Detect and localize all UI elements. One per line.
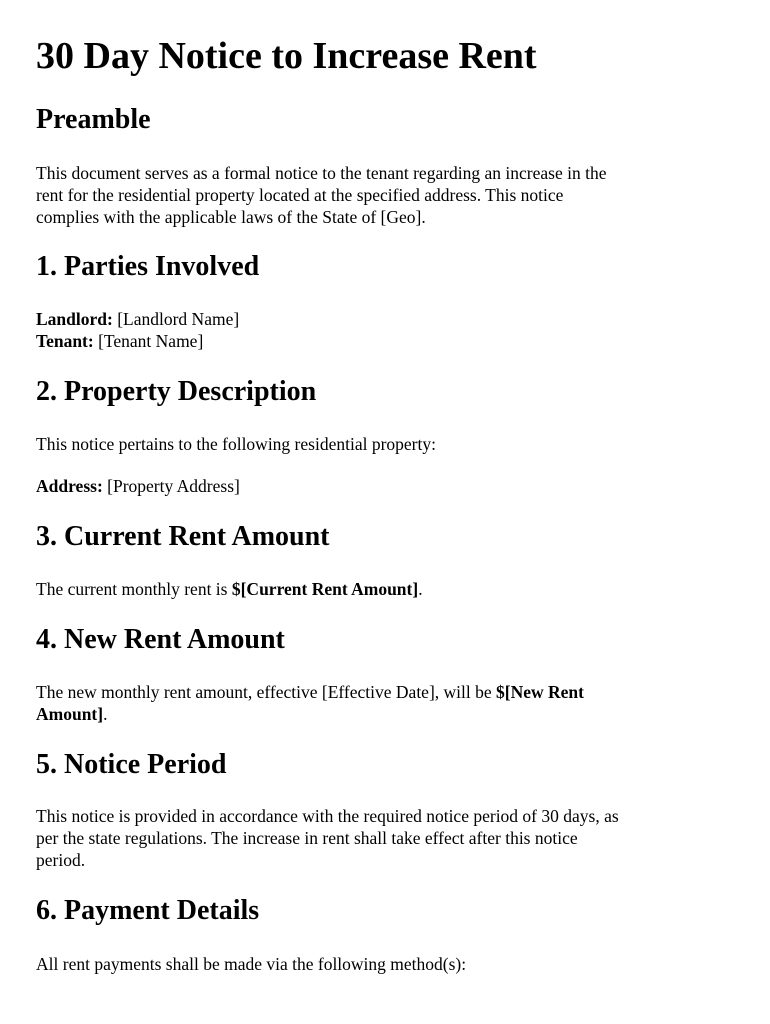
new-rent-amount-part-2: Amount] bbox=[36, 704, 104, 724]
tenant-value: [Tenant Name] bbox=[98, 331, 204, 351]
new-rent-text-before: The new monthly rent amount, effective [Effective Date], will be bbox=[36, 682, 497, 702]
address-value: [Property Address] bbox=[107, 476, 240, 496]
notice-period-line-2: per the state regulations. The increase in rent shall take effect after this notice bbox=[36, 828, 578, 848]
landlord-label: Landlord: bbox=[36, 309, 113, 329]
new-rent-text-after: . bbox=[103, 704, 108, 724]
new-rent-heading: 4. New Rent Amount bbox=[36, 624, 285, 655]
new-rent-line-2 bbox=[36, 703, 736, 725]
new-rent-amount-part-1: $[New Rent bbox=[496, 682, 584, 702]
current-rent-text-after: . bbox=[418, 579, 423, 599]
landlord-line bbox=[36, 308, 736, 330]
preamble-text bbox=[36, 162, 736, 228]
current-rent-text-before: The current monthly rent is bbox=[36, 579, 232, 599]
preamble-heading: Preamble bbox=[36, 104, 151, 135]
current-rent-text bbox=[36, 578, 736, 600]
parties-heading: 1. Parties Involved bbox=[36, 251, 260, 282]
notice-period-line-3: period. bbox=[36, 850, 86, 870]
tenant-label: Tenant: bbox=[36, 331, 94, 351]
parties-list bbox=[36, 308, 736, 352]
property-intro: This notice pertains to the following residential property: bbox=[36, 434, 436, 454]
notice-period-line-1: This notice is provided in accordance with the required notice period of 30 days, as bbox=[36, 806, 619, 826]
address-line bbox=[36, 475, 736, 497]
payment-intro: All rent payments shall be made via the following method(s): bbox=[36, 954, 467, 974]
notice-period-text bbox=[36, 805, 736, 871]
preamble-line-2: rent for the residential property located at the specified address. This notice bbox=[36, 185, 564, 205]
notice-period-heading: 5. Notice Period bbox=[36, 749, 227, 780]
landlord-value: [Landlord Name] bbox=[117, 309, 240, 329]
payment-heading: 6. Payment Details bbox=[36, 895, 260, 926]
address-label: Address: bbox=[36, 476, 103, 496]
current-rent-amount: $[Current Rent Amount] bbox=[231, 579, 419, 599]
document-title: 30 Day Notice to Increase Rent bbox=[36, 35, 537, 77]
preamble-line-1: This document serves as a formal notice to the tenant regarding an increase in the bbox=[36, 163, 607, 183]
tenant-line bbox=[36, 330, 736, 352]
new-rent-line-1 bbox=[36, 681, 736, 703]
current-rent-heading: 3. Current Rent Amount bbox=[36, 521, 330, 552]
preamble-line-3: complies with the applicable laws of the State of [Geo]. bbox=[36, 207, 426, 227]
new-rent-text bbox=[36, 681, 736, 725]
property-heading: 2. Property Description bbox=[36, 376, 317, 407]
